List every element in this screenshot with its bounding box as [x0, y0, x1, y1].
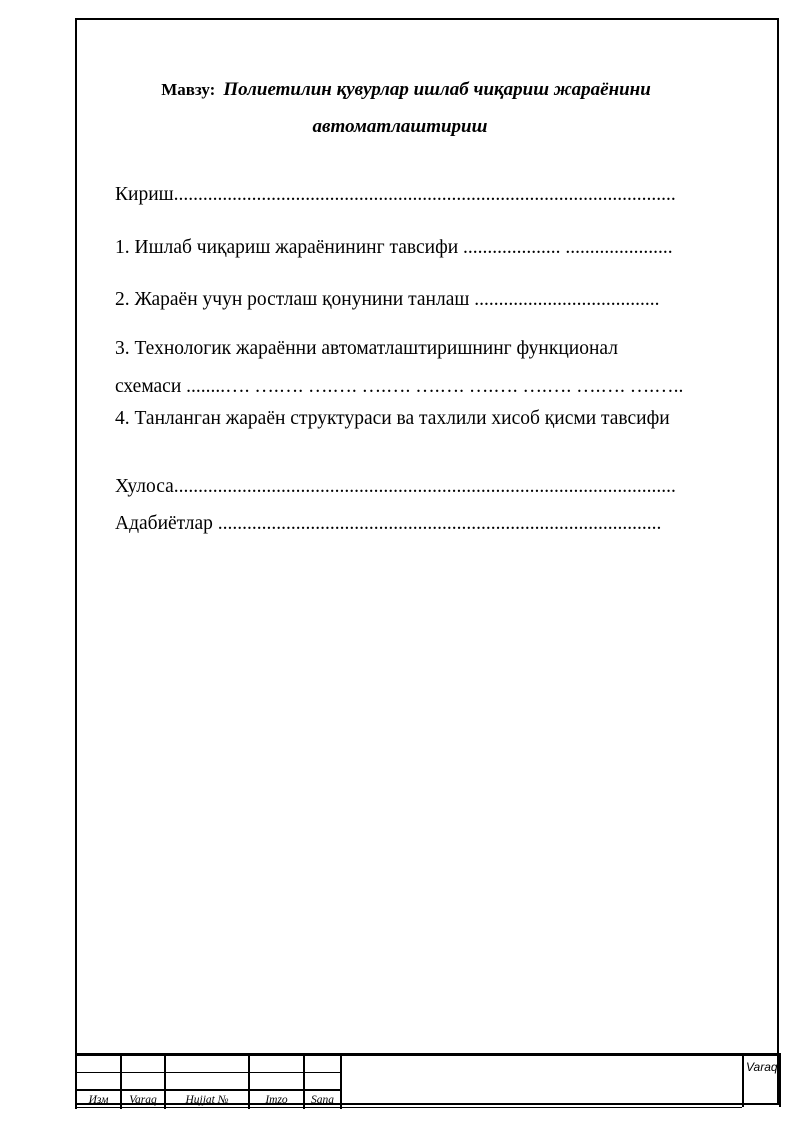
- stamp-hujjat-label: Hujjat №: [185, 1094, 229, 1106]
- toc-item-3-line-1: 3. Технологик жараённи автоматлаштиришнинг функционал: [115, 338, 618, 359]
- stamp-imzo-label: Imzo: [265, 1094, 288, 1106]
- stamp-sana-label: Sana: [311, 1094, 334, 1106]
- stamp-divider: [340, 1056, 342, 1109]
- topic-title-line-2: автоматлаштириш: [312, 116, 488, 137]
- toc-item-1: 1. Ишлаб чиқариш жараёнининг тавсифи .................... ......................: [115, 237, 673, 258]
- stamp-grid: [75, 1056, 342, 1107]
- sheet-label: Varaq: [746, 1060, 778, 1074]
- toc-conclusion: Хулоса.......................................................................................................: [115, 476, 676, 497]
- title-block-stamp: [75, 1053, 781, 1107]
- stamp-varaq-label: Varaq: [129, 1094, 157, 1106]
- toc-item-4: 4. Танланган жараён структураси ва тахлили хисоб қисми тавсифи: [115, 408, 670, 429]
- toc-references: Адабиётлар ...........................................................................................: [115, 513, 662, 534]
- toc-intro: Кириш.......................................................................................................: [115, 184, 676, 205]
- topic-label: Мавзу:: [161, 80, 216, 99]
- stamp-bottom-line: [340, 1107, 742, 1108]
- stamp-izm-label: Изм: [88, 1094, 109, 1106]
- stamp-row-line: [75, 1089, 342, 1091]
- stamp-row-line: [75, 1072, 342, 1073]
- topic-text: Полиетилин қувурлар ишлаб чиқариш жараёнини: [223, 79, 651, 100]
- topic-title-line-1: [0, 76, 800, 104]
- sheet-number-box: [742, 1056, 781, 1107]
- toc-item-3-line-2: схемаси ........…. ….…. ….…. ….…. ….…. ….…. ….…. ….…. ….…..: [115, 376, 684, 397]
- toc-item-2: 2. Жараён учун ростлаш қонунини танлаш ......................................: [115, 289, 660, 310]
